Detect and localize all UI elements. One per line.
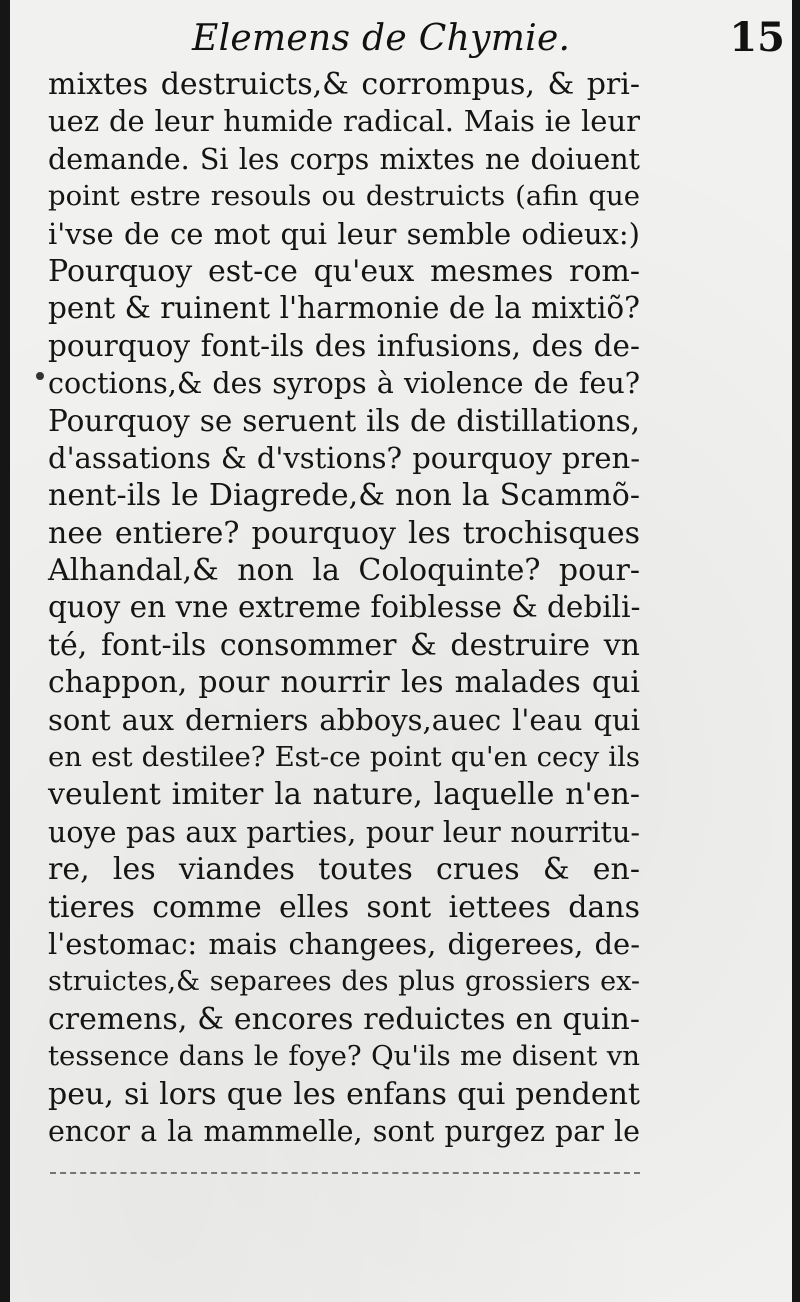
text-line: struictes,& separees des plus grossiers ex-	[48, 966, 640, 998]
text-line: chappon, pour nourrir les malades qui	[48, 665, 640, 701]
page-header	[160, 14, 785, 66]
text-line: veulent imiter la nature, laquelle n'en-	[48, 777, 640, 813]
text-line: cremens, & encores reduictes en quin-	[48, 1001, 640, 1037]
text-line: té, font-ils consommer & destruire vn	[48, 627, 640, 663]
text-line: sont aux derniers abboys,auec l'eau qui	[48, 702, 640, 737]
cropped-line-rule	[50, 1172, 640, 1174]
text-line: uez de leur humide radical. Mais ie leur	[48, 104, 640, 139]
text-line: uoye pas aux parties, pour leur nourritu-	[48, 815, 640, 849]
text-line: pent & ruinent l'harmonie de la mixtiõ?	[48, 291, 640, 326]
text-line: pourquoy font-ils des infusions, des de-	[48, 328, 640, 363]
text-line: quoy en vne extreme foiblesse & debili-	[48, 590, 641, 625]
margin-ink-spot	[36, 372, 44, 380]
text-line: nent-ils le Diagrede,& non la Scammõ-	[48, 478, 640, 514]
text-line: tieres comme elles sont iettees dans	[48, 889, 640, 925]
text-line: Pourquoy est-ce qu'eux mesmes rom-	[48, 253, 640, 289]
body-text	[48, 66, 640, 1150]
book-page	[10, 0, 792, 1302]
text-line: l'estomac: mais changees, digerees, de-	[48, 926, 640, 961]
text-line: peu, si lors que les enfans qui pendent	[48, 1076, 640, 1112]
text-line: encor a la mammelle, sont purgez par le	[48, 1114, 640, 1148]
text-line: mixtes destruicts,& corrompus, & pri-	[48, 67, 640, 102]
text-line: tessence dans le foye? Qu'ils me disent vn	[48, 1040, 640, 1073]
text-line: nee entiere? pourquoy les trochisques	[48, 515, 640, 551]
text-line: i'vse de ce mot qui leur semble odieux:)	[48, 216, 640, 251]
text-line: coctions,& des syrops à violence de feu?	[48, 367, 640, 401]
text-line: en est destilee? Est-ce point qu'en cecy ils	[48, 741, 640, 774]
text-line: point estre resouls ou destruicts (afin que	[48, 180, 640, 213]
page-number: 15	[729, 14, 785, 61]
running-title: Elemens de Chymie.	[192, 18, 571, 59]
text-line: Pourquoy se seruent ils de distillations,	[48, 403, 640, 438]
text-line: d'assations & d'vstions? pourquoy pren-	[48, 440, 640, 475]
text-line: demande. Si les corps mixtes ne doiuent	[48, 142, 640, 176]
text-line: Alhandal,& non la Coloquinte? pour-	[48, 553, 640, 589]
text-line: re, les viandes toutes crues & en-	[48, 852, 640, 888]
